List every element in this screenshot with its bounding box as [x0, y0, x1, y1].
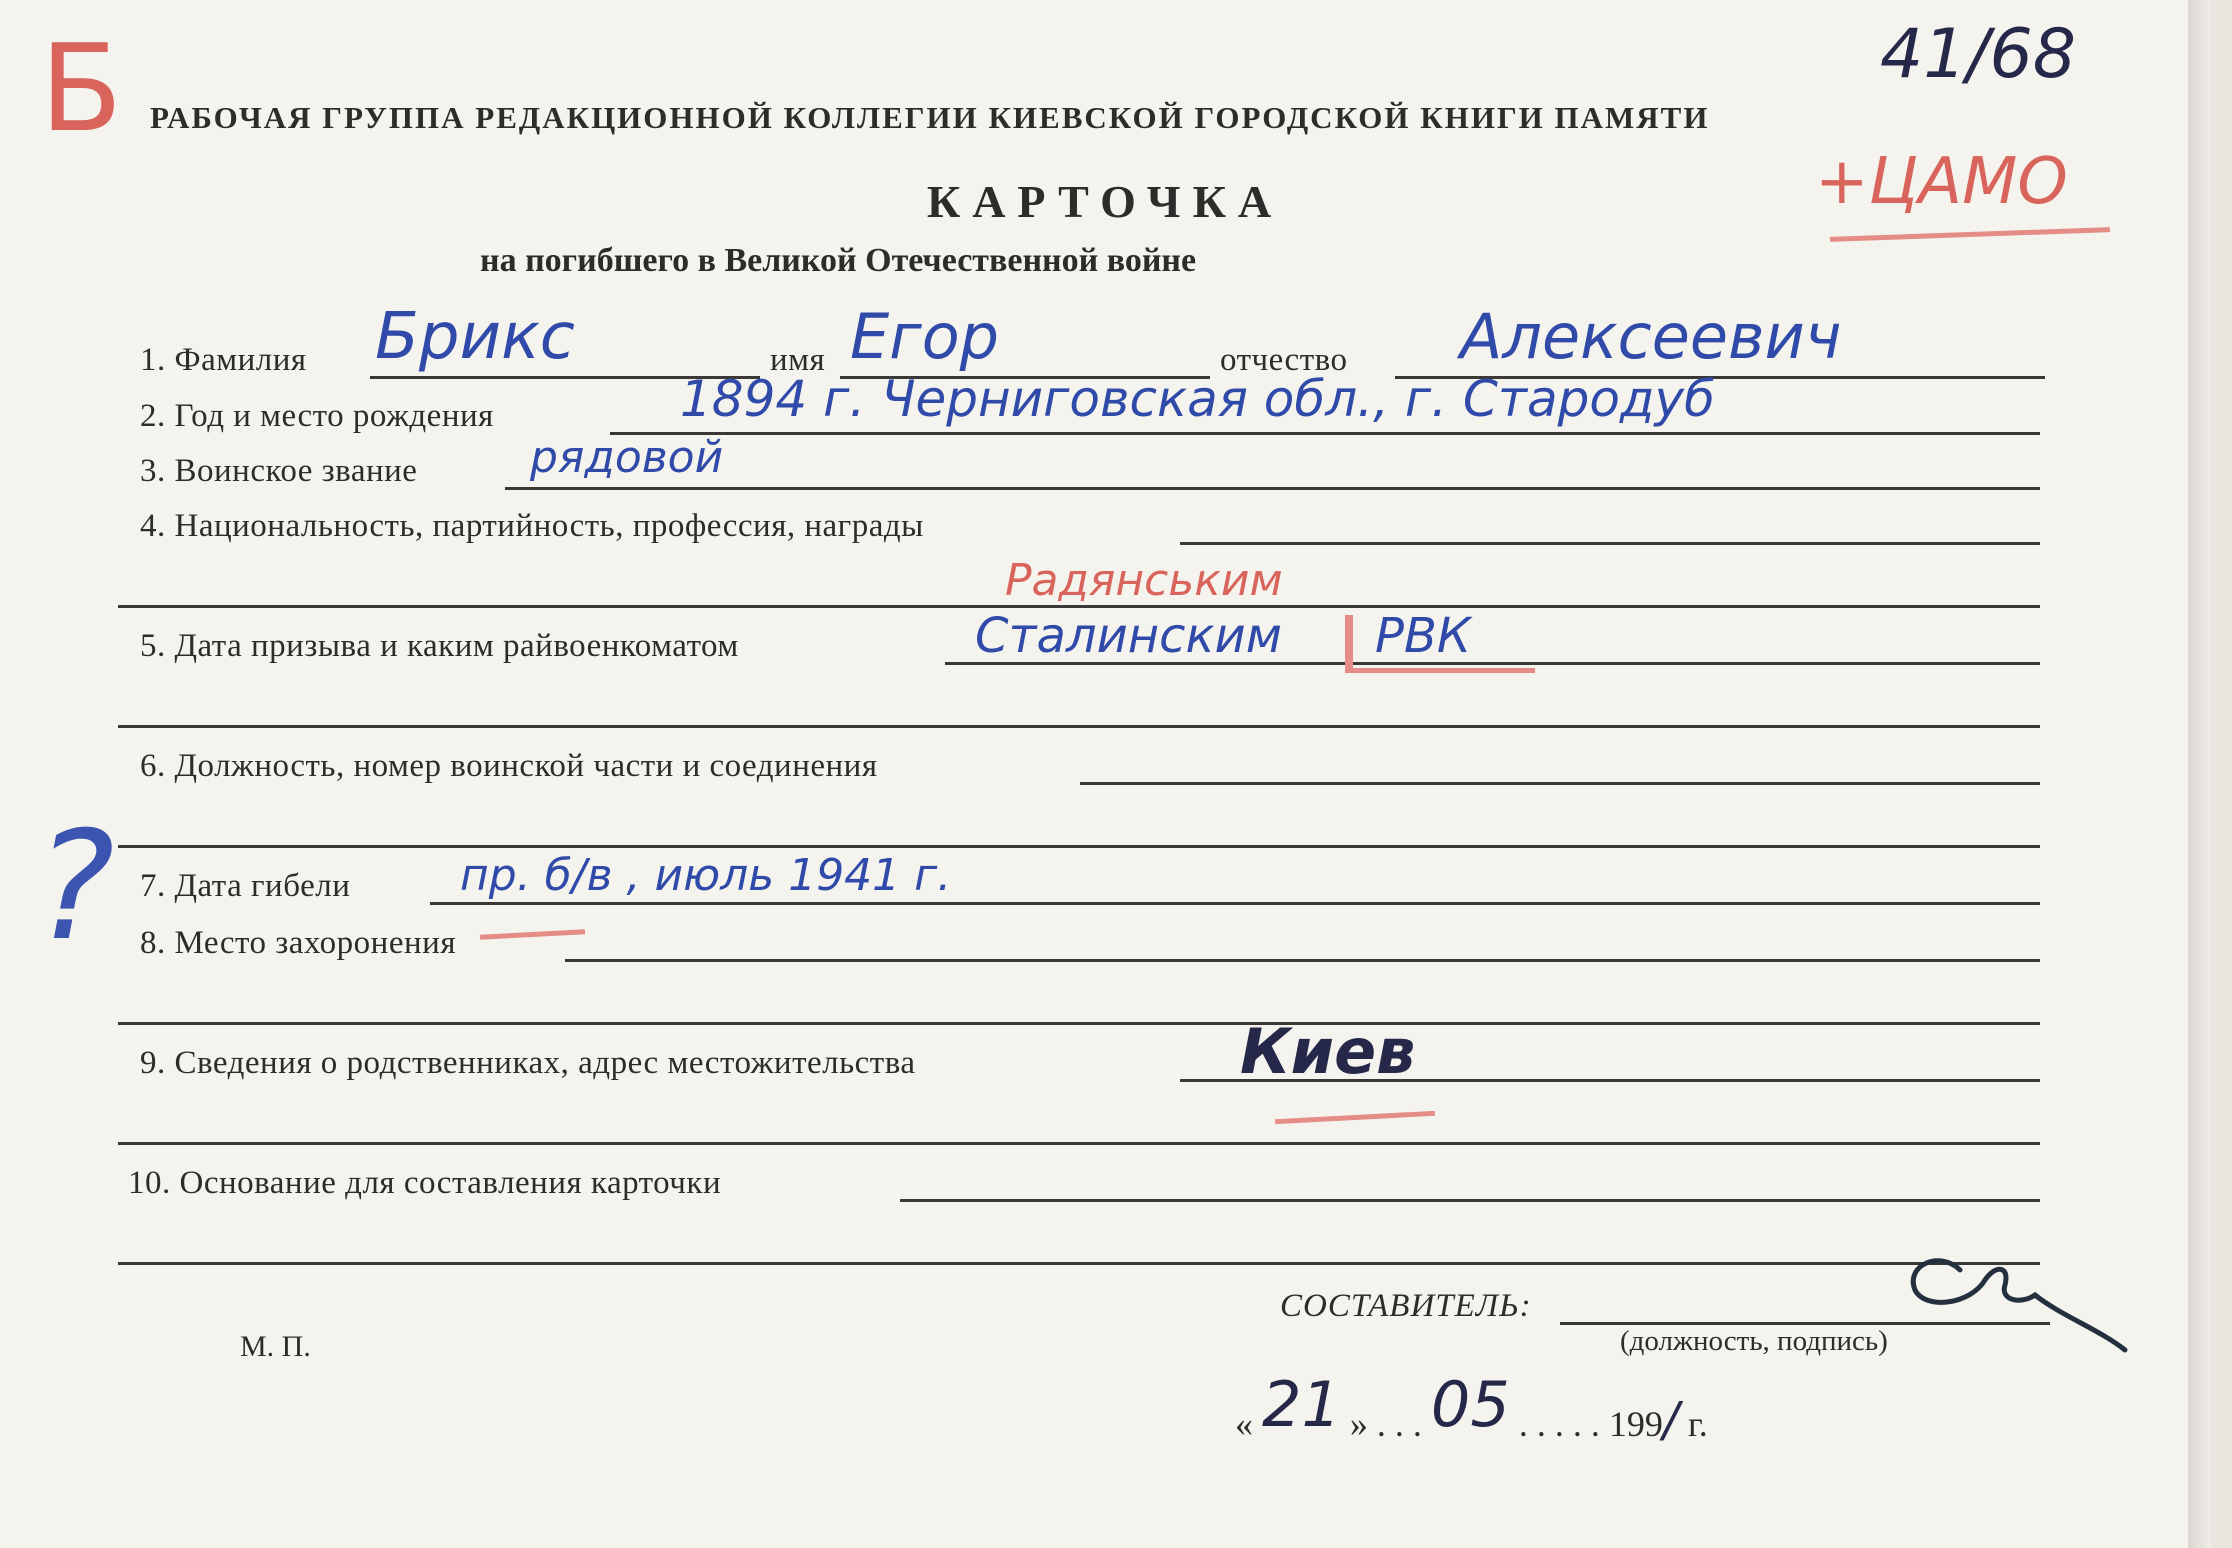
- rank-label: 3. Воинское звание: [140, 453, 418, 489]
- date-year-prefix: 199: [1608, 1404, 1663, 1444]
- correction-underline: [1345, 668, 1535, 673]
- rank-value: рядовой: [530, 432, 724, 483]
- relatives-value: Киев: [1240, 1015, 1416, 1088]
- margin-letter: Б: [40, 20, 123, 159]
- basis-line-2: [118, 1262, 2040, 1265]
- basis-line: [900, 1199, 2040, 1202]
- draft-value: Сталинским: [975, 608, 1282, 664]
- nationality-label: 4. Национальность, партийность, профессия, награды: [140, 508, 924, 544]
- death-value: пр. б/в , июль 1941 г.: [460, 850, 952, 901]
- compiler-note: (должность, подпись): [1620, 1325, 1888, 1357]
- relatives-line-2: [118, 1142, 2040, 1145]
- name-value: Егор: [850, 300, 1000, 373]
- date-year-digit: /: [1662, 1392, 1679, 1448]
- date-row: [1235, 1368, 1708, 1451]
- date-dots: . . . . .: [1518, 1404, 1600, 1444]
- card-subtitle: на погибшего в Великой Отечественной войне: [480, 242, 1197, 279]
- patronymic-value: Алексеевич: [1460, 300, 1842, 373]
- surname-label: 1. Фамилия: [140, 342, 307, 378]
- death-label: 7. Дата гибели: [140, 868, 351, 904]
- position-line-2: [118, 845, 2040, 848]
- card-edge: [2188, 0, 2210, 1548]
- draft-line-2: [118, 725, 2040, 728]
- card-number: 41/68: [1880, 15, 2076, 94]
- margin-question-mark: ?: [35, 800, 115, 974]
- burial-line: [565, 959, 2040, 962]
- archive-mark: +ЦАМО: [1815, 145, 2068, 219]
- date-year-suffix: г.: [1687, 1404, 1708, 1444]
- position-line: [1080, 782, 2040, 785]
- burial-label: 8. Место захоронения: [140, 925, 456, 961]
- card-title: КАРТОЧКА: [926, 176, 1284, 227]
- draft-label: 5. Дата призыва и каким райвоенкоматом: [140, 628, 739, 664]
- burial-red-mark: [480, 929, 585, 939]
- organization-heading: РАБОЧАЯ ГРУППА РЕДАКЦИОННОЙ КОЛЛЕГИИ КИЕВСКОЙ ГОРОДСКОЙ КНИГИ ПАМЯТИ: [150, 100, 1710, 135]
- relatives-red-mark: [1275, 1111, 1435, 1124]
- patronymic-label: отчество: [1220, 342, 1348, 378]
- rank-line: [505, 487, 2040, 490]
- burial-line-2: [118, 1022, 2040, 1025]
- compiler-signature: [1900, 1225, 2130, 1355]
- seal-label: М. П.: [240, 1330, 311, 1363]
- birth-line: [610, 432, 2040, 435]
- date-mid: » . . .: [1349, 1404, 1422, 1444]
- compiler-label: СОСТАВИТЕЛЬ:: [1280, 1288, 1532, 1324]
- archive-underline: [1830, 227, 2110, 242]
- relatives-label: 9. Сведения о родственниках, адрес местожительства: [140, 1045, 916, 1081]
- date-open-quote: «: [1235, 1404, 1253, 1444]
- birth-value: 1894 г. Черниговская обл., г. Стародуб: [680, 370, 1715, 428]
- date-day: 21: [1262, 1368, 1341, 1441]
- surname-value: Брикс: [375, 300, 575, 374]
- date-month: 05: [1430, 1368, 1510, 1441]
- death-line: [430, 902, 2040, 905]
- draft-correction-value: Радянським: [1005, 555, 1283, 606]
- nationality-line: [1180, 542, 2040, 545]
- birth-label: 2. Год и место рождения: [140, 398, 494, 434]
- basis-label: 10. Основание для составления карточки: [128, 1165, 722, 1201]
- correction-mark: [1345, 615, 1353, 673]
- draft-value-suffix: РВК: [1375, 608, 1471, 664]
- position-label: 6. Должность, номер воинской части и соединения: [140, 748, 878, 784]
- name-label: имя: [770, 342, 826, 378]
